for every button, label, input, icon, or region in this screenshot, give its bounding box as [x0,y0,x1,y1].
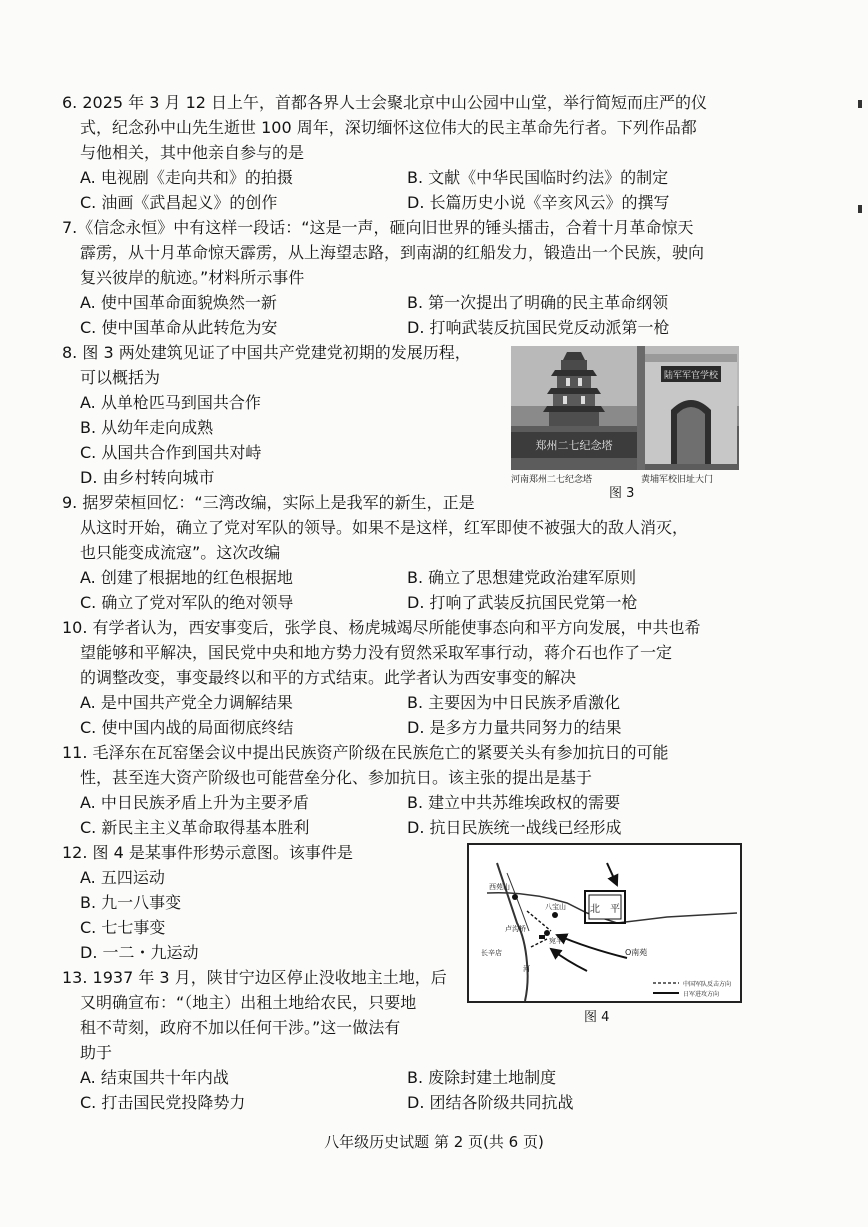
question-9-stem-line-3: 也只能变成流寇”。这次改编 [80,543,281,562]
question-10-option-a: A. 是中国共产党全力调解结果 [80,693,293,712]
question-13-option-d: D. 团结各阶级共同抗战 [407,1093,574,1112]
question-10-stem-line-2: 望能够和平解决，国民党中央和地方势力没有贸然采取军事行动，蒋介石也作了一定 [80,643,673,662]
question-10-option-d: D. 是多方力量共同努力的结果 [407,718,622,737]
question-6-option-a: A. 电视剧《走向共和》的拍摄 [80,168,293,187]
question-9-stem-line-2: 从这时开始，确立了党对军队的领导。如果不是这样，红军即使不被强大的敌人消灭， [80,518,689,537]
question-11-option-b: B. 建立中共苏维埃政权的需要 [407,793,621,812]
place-wanping: 宛平 [549,937,563,945]
question-8-option-d: D. 由乡村转向城市 [80,468,215,487]
question-8-option-b: B. 从幼年走向成熟 [80,418,214,437]
question-9-option-d: D. 打响了武装反抗国民党第一枪 [407,593,638,612]
question-9-option-b: B. 确立了思想建党政治建军原则 [407,568,637,587]
question-10-option-c: C. 使中国内战的局面彻底终结 [80,718,294,737]
question-6-stem-line-3: 与他相关，其中他亲自参与的是 [80,143,305,162]
place-changxindian: 长辛店 [481,949,502,957]
question-13-stem-line-2: 又明确宣布：“（地主）出租土地给农民，只要地 [80,993,417,1012]
question-7-option-c: C. 使中国革命从此转危为安 [80,318,278,337]
figure-3-caption-right: 黄埔军校旧址大门 [641,475,714,485]
question-7-option-a: A. 使中国革命面貌焕然一新 [80,293,277,312]
question-11-option-a: A. 中日民族矛盾上升为主要矛盾 [80,793,309,812]
question-9-option-a: A. 创建了根据地的红色根据地 [80,568,293,587]
question-12-option-a: A. 五四运动 [80,868,165,887]
legend-chinese-army: 中国军队反击方向 [683,981,732,988]
question-7-option-b: B. 第一次提出了明确的民主革命纲领 [407,293,669,312]
question-11-option-d: D. 抗日民族统一战线已经形成 [407,818,622,837]
question-7-stem-line-1: 7.《信念永恒》中有这样一段话：“这是一声，砸向旧世界的锤头擂击，合着十月革命惊天 [62,218,694,237]
figure-3-caption-left: 河南郑州二七纪念塔 [511,475,593,485]
whampoa-gate [637,346,737,470]
question-11-stem-line-1: 11. 毛泽东在瓦窑堡会议中提出民族资产阶级在民族危亡的紧要关头有参加抗日的可能 [62,743,669,762]
question-10-stem-line-1: 10. 有学者认为，西安事变后，张学良、杨虎城竭尽所能使事态向和平方向发展，中共也希 [62,618,701,637]
question-13-option-a: A. 结束国共十年内战 [80,1068,229,1087]
figure-4-map [467,843,742,1003]
question-6-option-c: C. 油画《武昌起义》的创作 [80,193,278,212]
place-river: 河 [523,965,530,973]
question-10-option-b: B. 主要因为中日民族矛盾激化 [407,693,621,712]
place-lugouqiao: 卢沟桥 [505,925,526,933]
question-9-option-c: C. 确立了党对军队的绝对领导 [80,593,294,612]
question-12-option-d: D. 一二・九运动 [80,943,199,962]
question-6-stem-line-2: 式，纪念孙中山先生逝世 100 周年，深切缅怀这位伟大的民主革命先行者。下列作品都 [80,118,697,137]
question-6-option-d: D. 长篇历史小说《辛亥风云》的撰写 [407,193,670,212]
place-nanyuan: O南苑 [625,948,648,957]
question-7-stem-line-2: 霹雳，从十月革命惊天霹雳，从上海望志路，到南湖的红船发力，锻造出一个民族，驶向 [80,243,705,262]
question-11-option-c: C. 新民主主义革命取得基本胜利 [80,818,310,837]
margin-mark [858,100,862,108]
question-7-stem-line-3: 复兴彼岸的航迹。”材料所示事件 [80,268,305,287]
question-10-stem-line-3: 的调整改变，事变最终以和平的方式结束。此学者认为西安事变的解决 [80,668,577,687]
figure-3 [511,346,739,501]
question-13-option-b: B. 废除封建土地制度 [407,1068,557,1087]
question-13-stem-line-4: 助于 [80,1043,113,1062]
question-8-stem-line-1: 8. 图 3 两处建筑见证了中国共产党建党初期的发展历程， [62,343,471,362]
question-13-option-c: C. 打击国民党投降势力 [80,1093,246,1112]
page-footer: 八年级历史试题 第 2 页(共 6 页) [324,1133,544,1151]
legend-japanese-army: 日军进攻方向 [683,991,720,998]
margin-mark [858,205,862,213]
question-9-stem-line-1: 9. 据罗荣桓回忆：“三湾改编，实际上是我军的新生，正是 [62,493,475,512]
gate-sign: 陆军军官学校 [663,371,719,381]
place-babaoshan: 八宝山 [545,903,566,911]
figure-3-label: 图 3 [609,486,635,501]
figure-3-photo [511,346,739,470]
question-8-option-c: C. 从国共合作到国共对峙 [80,443,262,462]
question-12-option-b: B. 九一八事变 [80,893,182,912]
question-12-option-c: C. 七七事变 [80,918,166,937]
question-6-stem-line-1: 6. 2025 年 3 月 12 日上午，首都各界人士会聚北京中山公园中山堂，举行简短而庄严的仪 [62,93,708,112]
question-6-option-b: B. 文献《中华民国临时约法》的制定 [407,168,669,187]
question-11-stem-line-2: 性，甚至连大资产阶级也可能营垒分化、参加抗日。该主张的提出是基于 [80,768,593,787]
figure-4-label: 图 4 [584,1010,610,1025]
question-7-option-d: D. 打响武装反抗国民党反动派第一枪 [407,318,670,337]
place-beiping: 北 平 [590,904,620,915]
figure-4 [467,843,742,1025]
question-12-stem-line-1: 12. 图 4 是某事件形势示意图。该事件是 [62,843,353,862]
place-xiyuanshan: 西苑山 [489,883,510,891]
question-8-option-a: A. 从单枪匹马到国共合作 [80,393,261,412]
question-13-stem-line-3: 租不苛刻，政府不加以任何干涉。”这一做法有 [80,1018,401,1037]
question-13-stem-line-1: 13. 1937 年 3 月，陕甘宁边区停止没收地主土地，后 [62,968,447,987]
monument-inscription: 郑州二七纪念塔 [535,439,613,452]
question-8-stem-line-2: 可以概括为 [80,368,161,387]
